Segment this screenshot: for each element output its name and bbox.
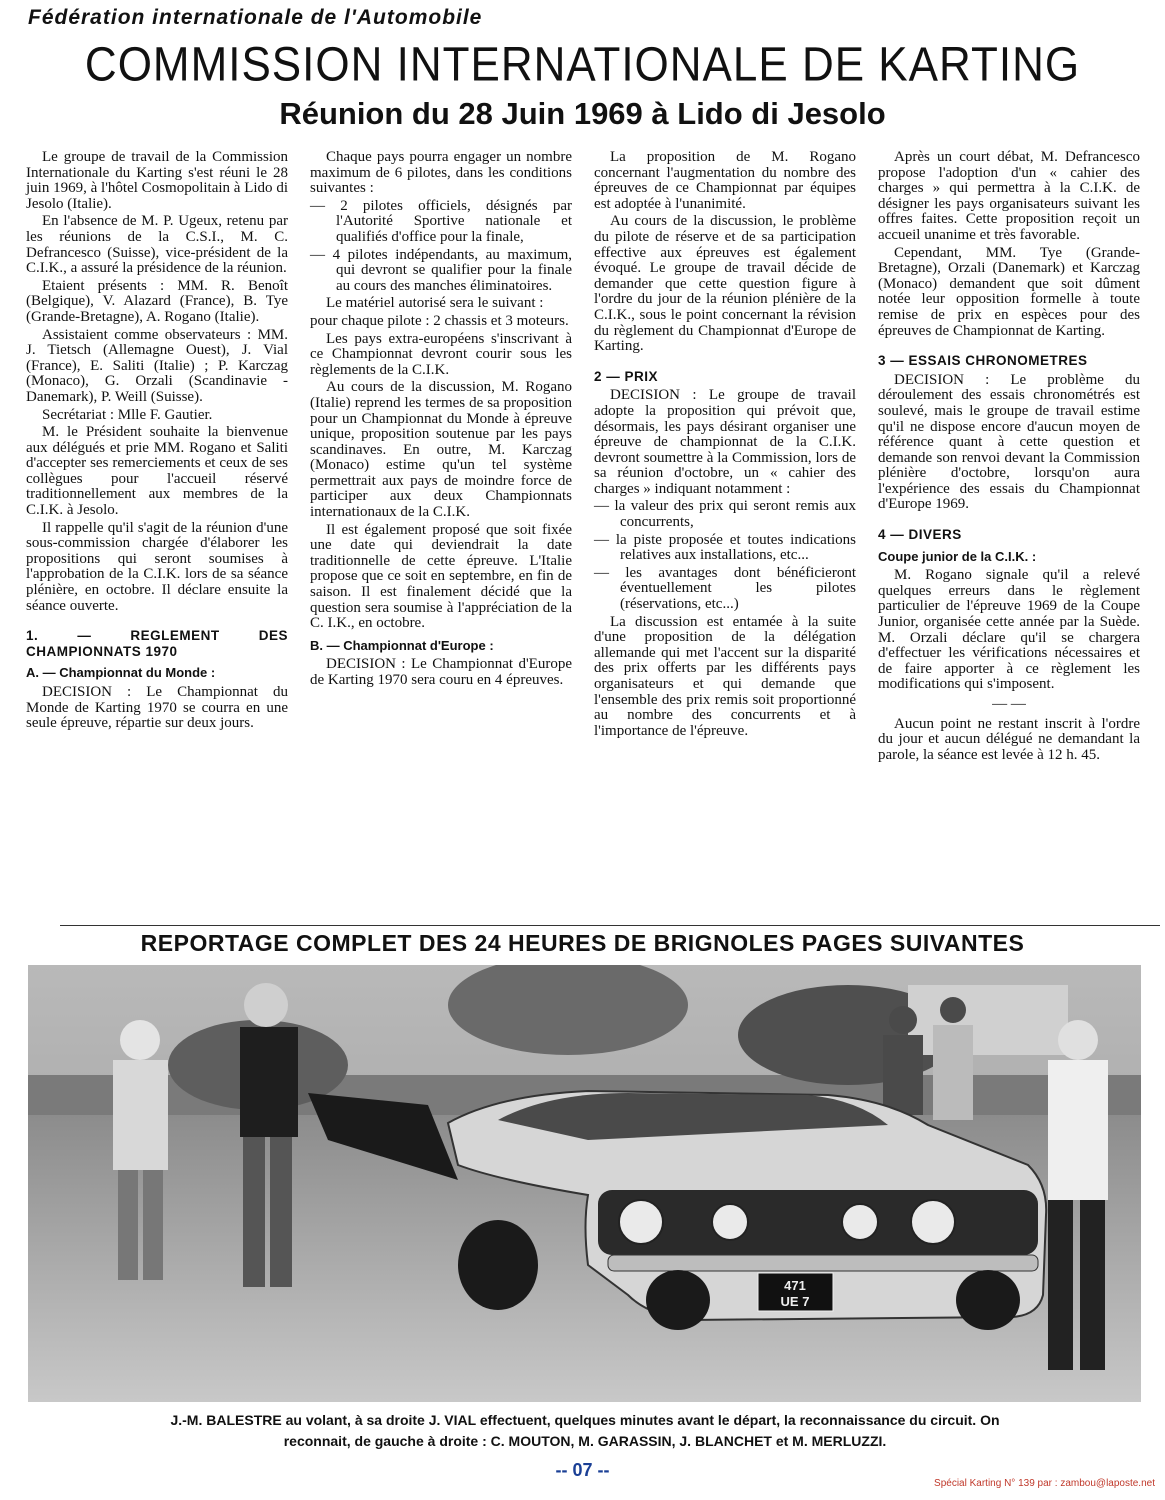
list-item: — 4 pilotes indépendants, au maximum, qui devront se qualifier pour la finale au cours des manches éliminatoires. [310,246,572,294]
paragraph: M. le Président souhaite la bienvenue aux délégués et prie MM. Rogano et Saliti d'accepter ses remerciements et ceux de ses collègues pour l'accueil réservé traditionnellement aux membres de la C.I.K. à Jesolo. [26,424,288,519]
section-heading: 1. — REGLEMENT DES CHAMPIONNATS 1970 [26,628,288,659]
paragraph: DECISION : Le Championnat du Monde de Karting 1970 se courra en une seule épreuve, répartie sur deux jours. [26,684,288,732]
footer-credit: Spécial Karting N° 139 par : zambou@laposte.net [934,1478,1155,1489]
separator: — — [992,696,1026,712]
subsection-heading: A. — Championnat du Monde : [26,665,216,681]
car-photo [28,965,1141,1402]
paragraph: Aucun point ne restant inscrit à l'ordre du jour et aucun délégué ne demandant la parole, la séance est levée à 12 h. 45. [878,715,1140,763]
page-subtitle: Réunion du 28 Juin 1969 à Lido di Jesolo [279,96,886,131]
section-heading: 3 — ESSAIS CHRONOMETRES [878,353,1088,369]
paragraph: Secrétariat : Mlle F. Gautier. [42,406,213,423]
paragraph: Le matériel autorisé sera le suivant : [326,295,544,312]
paragraph: En l'absence de M. P. Ugeux, retenu par les réunions de la C.S.I., M. C. Defrancesco (Suisse), vice-président de la C.I.K., a assuré la présidence de la réunion. [26,213,288,277]
paragraph: Cependant, MM. Tye (Grande-Bretagne), Orzali (Danemark) et Karczag (Monaco) demandent que soit dûment notée leur opposition formelle à toute remise de prix en espèces pour des épreuves de Championnat de Karting. [878,244,1140,339]
list-item: — 2 pilotes officiels, désignés par l'Autorité Sportive nationale et qualifiés d'office pour la finale, [310,197,572,245]
paragraph: La proposition de M. Rogano concernant l'augmentation du nombre des épreuves de ce Championnat par équipes est adoptée à l'unanimité. [594,149,856,212]
caption-line-1: J.-M. BALESTRE au volant, à sa droite J. VIAL effectuent, quelques minutes avant le départ, la reconnaissance du circuit. On [170,1412,1000,1428]
report-banner: REPORTAGE COMPLET DES 24 HEURES DE BRIGNOLES PAGES SUIVANTES [140,930,1025,956]
column-4 [878,150,1140,765]
section-heading: 4 — DIVERS [878,527,962,543]
caption-line-2: reconnait, de gauche à droite : C. MOUTON, M. GARASSIN, J. BLANCHET et M. MERLUZZI. [283,1433,887,1449]
divider [60,925,1160,926]
paragraph: pour chaque pilote : 2 chassis et 3 moteurs. [310,312,569,329]
subsection-heading: B. — Championnat d'Europe : [310,637,494,653]
paragraph: Il rappelle qu'il s'agit de la réunion d'une sous-commission chargée d'élaborer les propositions qui seront soumises à l'approbation de la C.I.K. lors de sa séance plénière, en octobre. Il déclare ensuite la séance ouverte. [26,519,288,614]
section-heading: 2 — PRIX [594,368,659,384]
subsection-heading: Coupe junior de la C.I.K. : [878,548,1037,564]
paragraph: M. Rogano signale qu'il a relevé quelques erreurs dans le règlement particulier de l'épreuve 1969 de la Coupe Junior, organisée cette année par la Suède. M. Orzali déclare qu'il se chargera d'effectuer les vérifications nécessaires et de faire apporter à ce règlement les modifications qui s'imposent. [878,567,1140,693]
paragraph: Après un court débat, M. Defrancesco propose l'adoption d'un « cahier des charges » qui permettra à la C.I.K. de désigner les pays organisateurs suivant les offres faites. Cette proposition reçoit un accueil unanime et très favorable. [878,149,1140,243]
paragraph: DECISION : Le Championnat d'Europe de Karting 1970 sera couru en 4 épreuves. [310,656,572,688]
paragraph: Le groupe de travail de la Commission Internationale du Karting s'est réuni le 28 juin 1969, à l'hôtel Cosmopolitain à Lido di Jesolo (Italie). [26,149,288,212]
list-item: — les avantages dont bénéficieront éventuellement les pilotes (réservations, etc...) [594,564,856,613]
list-item: — la piste proposée et toutes indications relatives aux installations, etc... [594,531,856,564]
federation-header: Fédération internationale de l'Automobile [28,6,483,29]
page-number: -- 07 -- [555,1460,610,1480]
list-item: — la valeur des prix qui seront remis aux concurrents, [594,498,856,531]
paragraph: Au cours de la discussion, M. Rogano (Italie) reprend les termes de sa proposition pour un Championnat du Monde à épreuve unique, proposition soutenue par les pays scandinaves. En outre, M. Karczag (Monaco) estime qu'un tel système permettrait aux pays de moindre force de participer aux deux Championnats internationaux de la C.I.K. [310,379,572,521]
car-photo-illustration [28,965,1141,1402]
paragraph: Chaque pays pourra engager un nombre maximum de 6 pilotes, dans les conditions suivantes : [310,149,572,197]
paragraph: Etaient présents : MM. R. Benoît (Belgique), V. Alazard (France), B. Tye (Grande-Bretagne), A. Rogano (Italie). [26,277,288,325]
license-plate-top: 471 [784,1278,806,1293]
article-columns [26,150,1146,920]
column-1 [26,150,288,734]
license-plate-bottom: UE 7 [780,1294,810,1309]
paragraph: Au cours de la discussion, le problème du pilote de réserve et de sa participation effective aux épreuves est également évoqué. Le groupe de travail décide de demander que cette question figure à l'ordre du jour de la réunion plénière de la C.I.K., sous le point concernant la révision du règlement du Championnat d'Europe de Karting. [594,213,856,355]
paragraph: DECISION : Le problème du déroulement des essais chronométrés est soulevé, mais le groupe de travail estime qu'il ne dispose encore d'aucun moyen de référence quant à cette question et demande son renvoi devant la Commission plénière d'octobre, lorsqu'on aura l'expérience des essais du Championnat d'Europe 1969. [878,371,1140,513]
page-title: COMMISSION INTERNATIONALE DE KARTING [84,37,1081,92]
paragraph: DECISION : Le groupe de travail adopte la proposition qui prévoit que, désormais, les pays désirant organiser une épreuve de championnat de la C.I.K. devront soumettre à la Commission, lors de sa réunion d'octobre, un « cahier des charges » indiquant notamment : [594,387,856,497]
column-2 [310,150,572,691]
paragraph: La discussion est entamée à la suite d'une proposition de la délégation allemande qui met l'accent sur la disparité des prix offerts par les différents pays organisateurs et qui demande que l'ensemble des prix remis soit proportionné au nombre des concurrents et à l'importance de l'épreuve. [594,613,856,739]
photo-caption [40,1410,1130,1452]
paragraph: Assistaient comme observateurs : MM. J. Tietsch (Allemagne Ouest), J. Vial (France), E. Saliti (Italie) ; P. Karczag (Monaco), G. Orzali (Scandinavie - Danemark), P. Weill (Suisse). [26,326,288,405]
paragraph: Les pays extra-européens s'inscrivant à ce Championnat devront courir sous les règlements de la C.I.K. [310,330,572,378]
column-3 [594,150,856,741]
paragraph: Il est également proposé que soit fixée une date qui deviendrait la date traditionnelle de cette épreuve. L'Italie propose que ce soit en septembre, en fin de saison. Il est finalement décidé que la question sera soumise à l'appréciation de la C. I.K., en octobre. [310,521,572,632]
